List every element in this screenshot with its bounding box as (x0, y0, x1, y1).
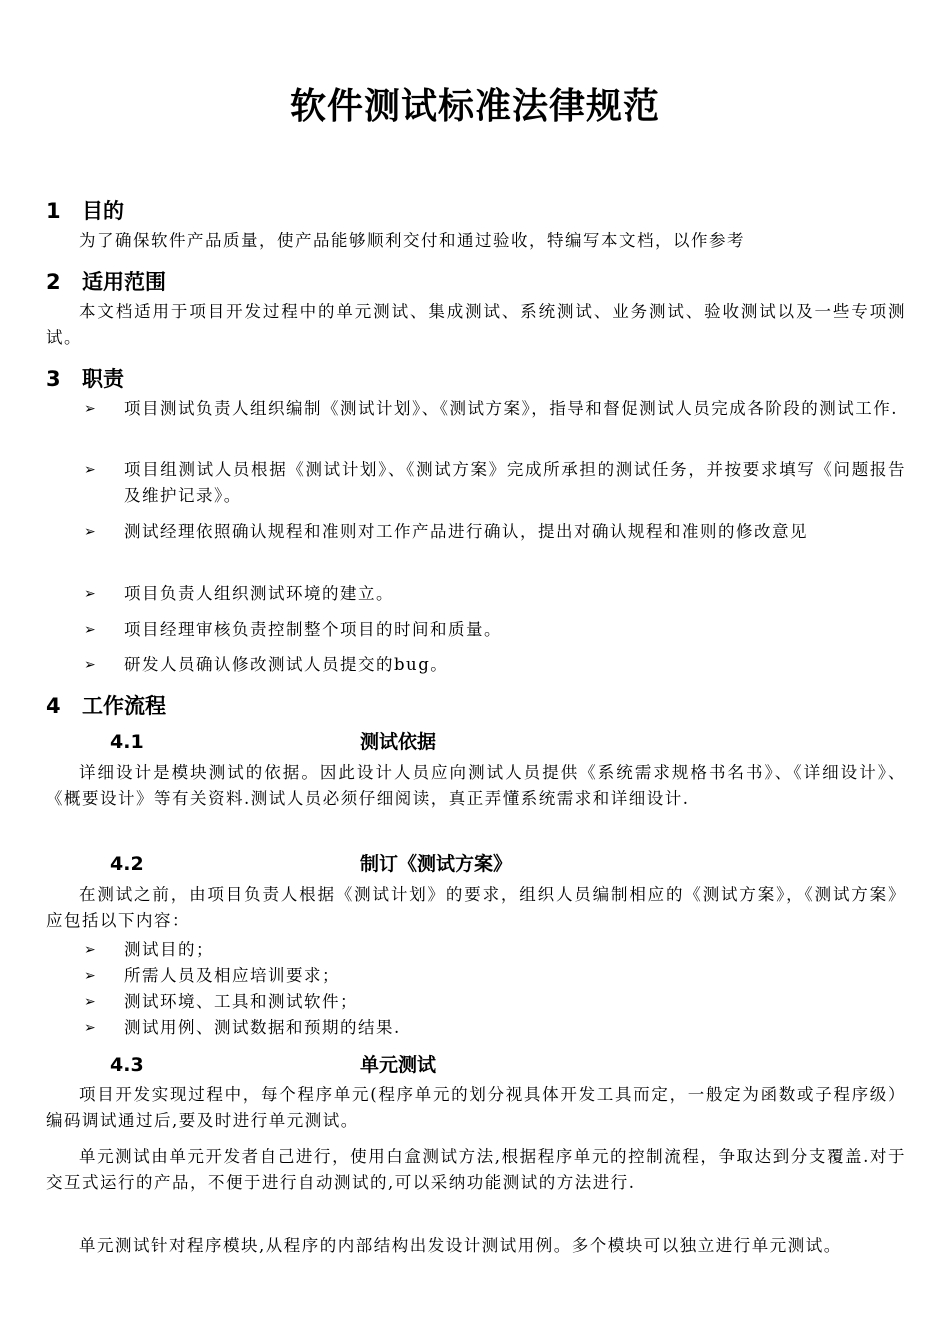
list-item: ➢ 项目负责人组织测试环境的建立。 (84, 581, 906, 607)
list-item: ➢ 测试环境、工具和测试软件； (84, 989, 906, 1015)
arrow-bullet-icon: ➢ (84, 1020, 98, 1036)
section-1-text: 为了确保软件产品质量，使产品能够顺利交付和通过验收，特编写本文档，以作参考 (79, 231, 745, 250)
subsection-title: 制订《测试方案》 (360, 853, 513, 875)
subsection-4-2-text: 在测试之前，由项目负责人根据《测试计划》的要求，组织人员编制相应的《测试方案》，《测试方案》应包括以下内容： (46, 885, 906, 930)
section-number: 4 (46, 694, 61, 718)
section-title: 适用范围 (82, 270, 166, 294)
arrow-bullet-icon: ➢ (84, 968, 98, 984)
subsection-title: 单元测试 (360, 1054, 437, 1076)
list-item: ➢ 测试目的； (84, 937, 906, 963)
arrow-bullet-icon: ➢ (84, 524, 98, 540)
section-title: 目的 (82, 199, 124, 223)
list-item: ➢ 测试经理依照确认规程和准则对工作产品进行确认，提出对确认规程和准则的修改意见 (84, 519, 906, 545)
section-number: 1 (46, 199, 61, 223)
arrow-bullet-icon: ➢ (84, 942, 98, 958)
arrow-bullet-icon: ➢ (84, 586, 98, 602)
list-item: ➢ 所需人员及相应培训要求； (84, 963, 906, 989)
subsection-number: 4.3 (110, 1054, 144, 1076)
arrow-bullet-icon: ➢ (84, 401, 98, 417)
arrow-bullet-icon: ➢ (84, 622, 98, 638)
section-number: 3 (46, 367, 61, 391)
section-number: 2 (46, 270, 61, 294)
section-1-heading (46, 197, 124, 225)
arrow-bullet-icon: ➢ (84, 657, 98, 673)
subsection-4-3-heading (46, 1051, 906, 1079)
list-item: ➢ 研发人员确认修改测试人员提交的bug。 (84, 652, 906, 678)
list-item: ➢ 测试用例、测试数据和预期的结果. (84, 1015, 906, 1041)
section-2-heading (46, 268, 166, 296)
section-3-heading (46, 365, 124, 393)
subsection-4-1-text: 详细设计是模块测试的依据。因此设计人员应向测试人员提供《系统需求规格书名书》、《详细设计》、《概要设计》等有关资料.测试人员必须仔细阅读，真正弄懂系统需求和详细设计. (46, 763, 906, 808)
subsection-4-2-heading (46, 850, 906, 878)
arrow-bullet-icon: ➢ (84, 462, 98, 478)
subsection-number: 4.1 (110, 731, 144, 753)
subsection-4-3-paragraph-1: 项目开发实现过程中，每个程序单元(程序单元的划分视具体开发工具而定，一般定为函数或子程序级）编码调试通过后,要及时进行单元测试。 (46, 1085, 906, 1130)
section-2-text: 本文档适用于项目开发过程中的单元测试、集成测试、系统测试、业务测试、验收测试以及一些专项测试。 (46, 302, 906, 347)
section-4-heading (46, 692, 166, 720)
list-item: ➢ 项目组测试人员根据《测试计划》、《测试方案》完成所承担的测试任务，并按要求填写《问题报告及维护记录》。 (84, 457, 906, 509)
section-title: 工作流程 (82, 694, 166, 718)
document-title: 软件测试标准法律规范 (289, 86, 660, 127)
arrow-bullet-icon: ➢ (84, 994, 98, 1010)
subsection-number: 4.2 (110, 853, 144, 875)
subsection-4-3-paragraph-3: 单元测试针对程序模块,从程序的内部结构出发设计测试用例。多个模块可以独立进行单元测试。 (79, 1236, 842, 1255)
subsection-title: 测试依据 (360, 731, 437, 753)
list-item: ➢ 项目测试负责人组织编制《测试计划》、《测试方案》，指导和督促测试人员完成各阶段的测试工作. (84, 396, 906, 422)
section-title: 职责 (82, 367, 124, 391)
subsection-4-3-paragraph-2: 单元测试由单元开发者自己进行，使用白盒测试方法,根据程序单元的控制流程，争取达到分支覆盖.对于交互式运行的产品，不便于进行自动测试的,可以采纳功能测试的方法进行. (46, 1147, 906, 1192)
list-item: ➢ 项目经理审核负责控制整个项目的时间和质量。 (84, 617, 906, 643)
subsection-4-1-heading (46, 728, 906, 756)
